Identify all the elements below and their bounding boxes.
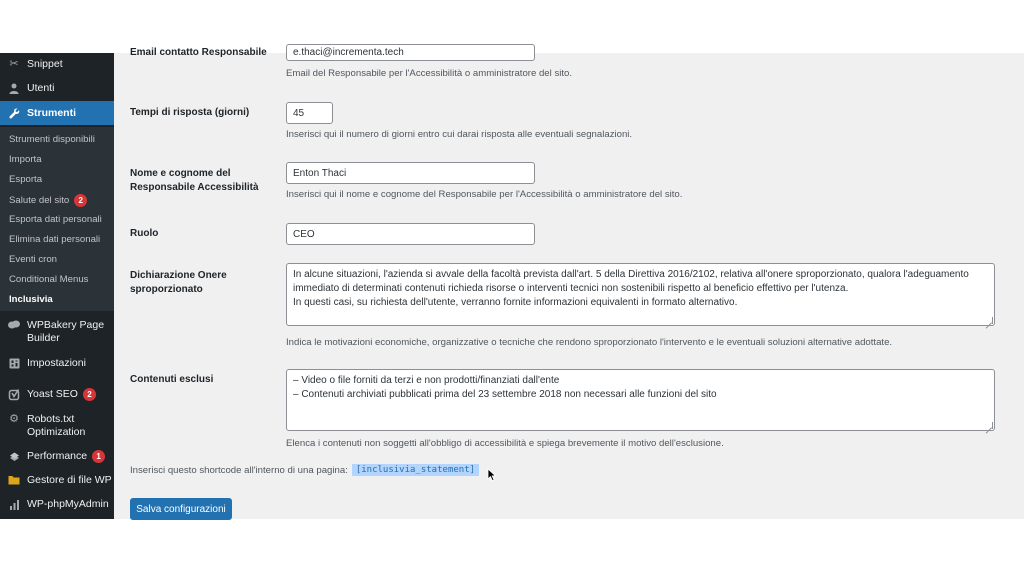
sidebar-item-label: Strumenti [27,106,77,119]
submenu-item-conditional-menus[interactable]: Conditional Menus [9,274,89,285]
sidebar-item-label: Performance [27,450,88,462]
sidebar-item-strumenti[interactable] [0,101,114,125]
folder-icon [8,474,20,486]
resize-handle-icon[interactable] [986,422,993,429]
admin-sidebar [0,53,114,519]
role-field[interactable]: CEO [286,223,535,245]
name-label: Nome e cognome del Responsabile Accessibilità [130,168,259,193]
mouse-cursor-icon [487,468,499,482]
shortcode-text[interactable]: [inclusivia_statement] [352,464,479,476]
submenu-item-esporta[interactable]: Esporta [9,174,43,185]
submenu-item-inclusivia[interactable]: Inclusivia [9,294,53,305]
sidebar-item-label: Gestore di file WP [27,474,112,486]
resize-handle-icon[interactable] [986,317,993,324]
sidebar-item-snippet[interactable] [0,58,114,71]
sidebar-item-label: Snippet [27,58,63,70]
notification-badge: 2 [74,194,87,207]
shortcode-row [130,464,479,476]
name-field[interactable]: Enton Thaci [286,162,535,184]
save-settings-button[interactable]: Salva configurazioni [130,498,232,520]
submenu-item-importa[interactable]: Importa [9,154,42,165]
notification-badge: 2 [83,388,96,401]
submenu-item-elimina-dati-personali[interactable]: Elimina dati personali [9,234,101,245]
sidebar-item-utenti[interactable] [0,82,114,95]
yoast-icon [8,388,20,400]
wrench-icon [8,107,20,119]
excluded-description: Elenca i contenuti non soggetti all'obbligo di accessibilità e spiega brevemente il motivo dell'esclusione. [286,438,724,449]
submenu-item-strumenti-disponibili[interactable]: Strumenti disponibili [9,134,95,145]
submenu-item-salute-del-sito[interactable]: Salute del sito 2 [9,194,87,207]
sidebar-item-robots-txt[interactable] [0,413,114,439]
gear-icon: ⚙ [9,413,19,425]
response-time-label: Tempi di risposta (giorni) [130,107,250,118]
sidebar-item-impostazioni[interactable] [0,357,114,370]
sidebar-item-label: Robots.txt Optimization [27,413,86,438]
submenu-item-esporta-dati-personali[interactable]: Esporta dati personali [9,214,102,225]
notification-badge: 1 [92,450,105,463]
database-icon [8,498,20,510]
email-label: Email contatto Responsabile [130,47,267,58]
response-time-description: Inserisci qui il numero di giorni entro cui darai risposta alle eventuali segnalazioni. [286,129,633,140]
sidebar-item-performance[interactable] [0,450,114,463]
sidebar-item-label: Yoast SEO [27,388,78,400]
burden-description: Indica le motivazioni economiche, organizzative o tecniche che rendono sproporzionato l'intervento e le eventuali soluzioni alternative adottate. [286,337,893,348]
excluded-textarea[interactable]: – Video o file forniti da terzi e non prodotti/finanziati dall'ente – Contenuti archiviati pubblicati prima del 23 settembre 2018 non necessari alle funzioni del sito [286,369,995,431]
settings-form [114,47,1024,519]
sidebar-item-label: Utenti [27,82,55,94]
tools-submenu [0,127,114,311]
scissors-icon: ✂ [9,58,19,70]
role-label: Ruolo [130,228,159,239]
burden-label: Dichiarazione Onere sproporzionato [130,270,227,295]
email-description: Email del Responsabile per l'Accessibilità o amministratore del sito. [286,68,573,79]
sidebar-item-wp-phpmyadmin[interactable] [0,498,114,511]
sidebar-item-label: Impostazioni [27,357,86,369]
name-description: Inserisci qui il nome e cognome del Responsabile per l'Accessibilità o amministratore del sito. [286,189,683,200]
excluded-label: Contenuti esclusi [130,374,214,385]
wpbakery-icon [8,319,20,331]
shortcode-instruction: Inserisci questo shortcode all'interno di una pagina: [130,464,348,476]
submenu-item-eventi-cron[interactable]: Eventi cron [9,254,57,265]
response-time-field[interactable]: 45 [286,102,333,124]
sidebar-item-label: WPBakery Page Builder [27,319,105,344]
wp-admin-screen [0,47,1024,519]
email-field[interactable]: e.thaci@incrementa.tech [286,44,535,61]
sidebar-item-gestore-file[interactable] [0,474,114,487]
performance-icon [8,450,20,462]
burden-textarea[interactable]: In alcune situazioni, l'azienda si avvale della facoltà prevista dall'art. 5 della Direttiva 2016/2102, relativa all'onere sproporzionato, qualora l'adeguamento immediato di determinati contenuti richieda risorse o interventi tecnici non sostenibili rispetto al beneficio effettivo per l'utenza. In questi casi, su richiesta dell'utente, verranno fornite informazioni equivalenti in formato alternativo. [286,263,995,326]
sidebar-item-label: WP-phpMyAdmin [27,498,109,510]
settings-icon [8,357,20,369]
users-icon [8,82,20,94]
sidebar-item-wpbakery[interactable] [0,319,114,345]
sidebar-item-yoast-seo[interactable] [0,388,114,401]
